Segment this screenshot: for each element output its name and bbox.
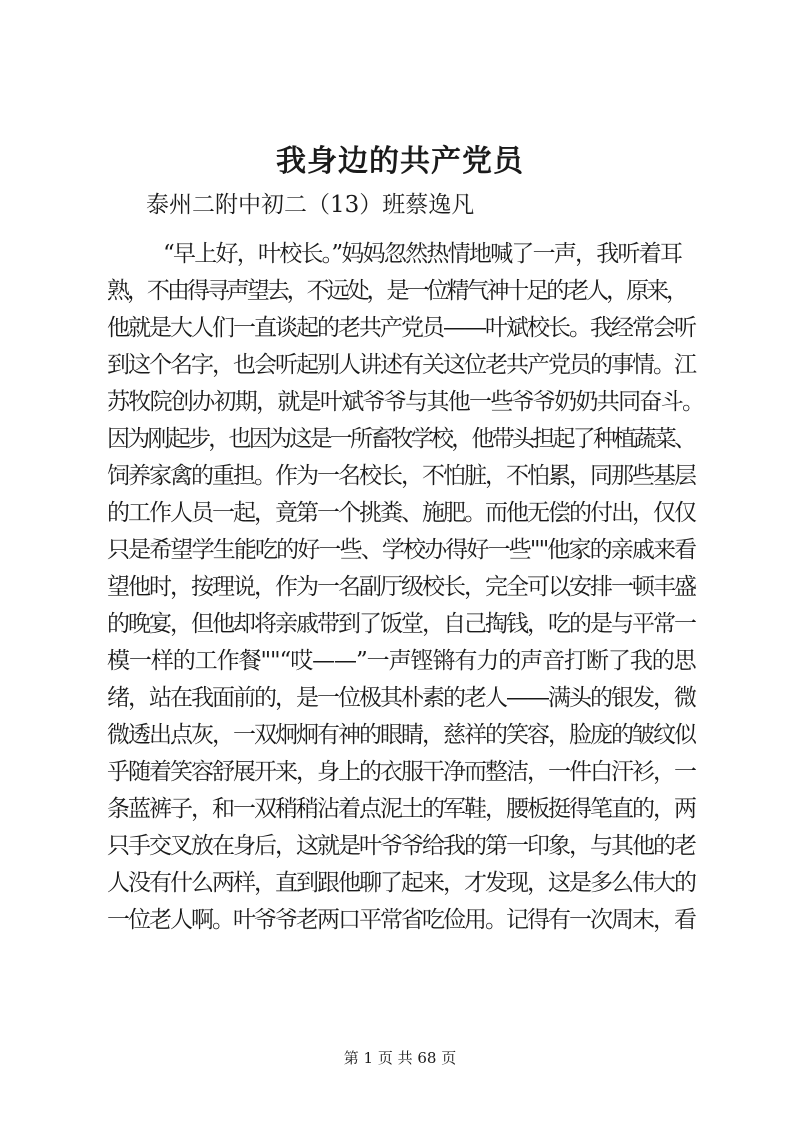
body-line: 乎随着笑容舒展开来，身上的衣服干净而整洁，一件白汗衫，一 — [107, 759, 695, 785]
body-line: 微透出点灰，一双炯炯有神的眼睛，慈祥的笑容，脸庞的皱纹似 — [107, 722, 695, 748]
body-line: “早上好，叶校长。”妈妈忽然热情地喊了一声，我听着耳 — [163, 241, 682, 267]
body-line: 到这个名字，也会听起别人讲述有关这位老共产党员的事情。江 — [107, 352, 695, 378]
body-line: 熟，不由得寻声望去，不远处，是一位精气神十足的老人，原来， — [107, 278, 686, 304]
body-line: 的工作人员一起，竟第一个挑粪、施肥。而他无偿的付出，仅仅 — [107, 500, 695, 526]
body-line: 望他时，按理说，作为一名副厅级校长，完全可以安排一顿丰盛 — [107, 574, 695, 600]
body-line: 苏牧院创办初期，就是叶斌爷爷与其他一些爷爷奶奶共同奋斗。 — [107, 389, 704, 415]
body-line: 只手交叉放在身后，这就是叶爷爷给我的第一印象，与其他的老 — [107, 833, 695, 859]
author-byline: 泰州二附中初二（13）班蔡逸凡 — [146, 192, 475, 218]
body-line: 一位老人啊。叶爷爷老两口平常省吃俭用。记得有一次周末，看 — [107, 907, 695, 933]
body-line: 因为刚起步，也因为这是一所畜牧学校，他带头担起了种植蔬菜、 — [107, 426, 695, 452]
page-number: 第 1 页 共 68 页 — [343, 1049, 457, 1067]
body-line: 他就是大人们一直谈起的老共产党员——叶斌校长。我经常会听 — [107, 315, 695, 341]
body-line: 绪，站在我面前的，是一位极其朴素的老人——满头的银发，微 — [107, 685, 695, 711]
body-line: 的晚宴，但他却将亲戚带到了饭堂，自己掏钱，吃的是与平常一 — [107, 611, 695, 637]
body-line: 人没有什么两样，直到跟他聊了起来，才发现，这是多么伟大的 — [107, 870, 695, 896]
document-title: 我身边的共产党员 — [276, 144, 524, 179]
body-line: 模一样的工作餐""“哎——”一声铿锵有力的声音打断了我的思 — [107, 648, 696, 674]
body-line: 条蓝裤子，和一双稍稍沾着点泥土的军鞋，腰板挺得笔直的，两 — [107, 796, 695, 822]
body-line: 只是希望学生能吃的好一些、学校办得好一些""他家的亲戚来看 — [107, 537, 696, 563]
body-line: 饲养家禽的重担。作为一名校长，不怕脏，不怕累，同那些基层 — [107, 463, 695, 489]
